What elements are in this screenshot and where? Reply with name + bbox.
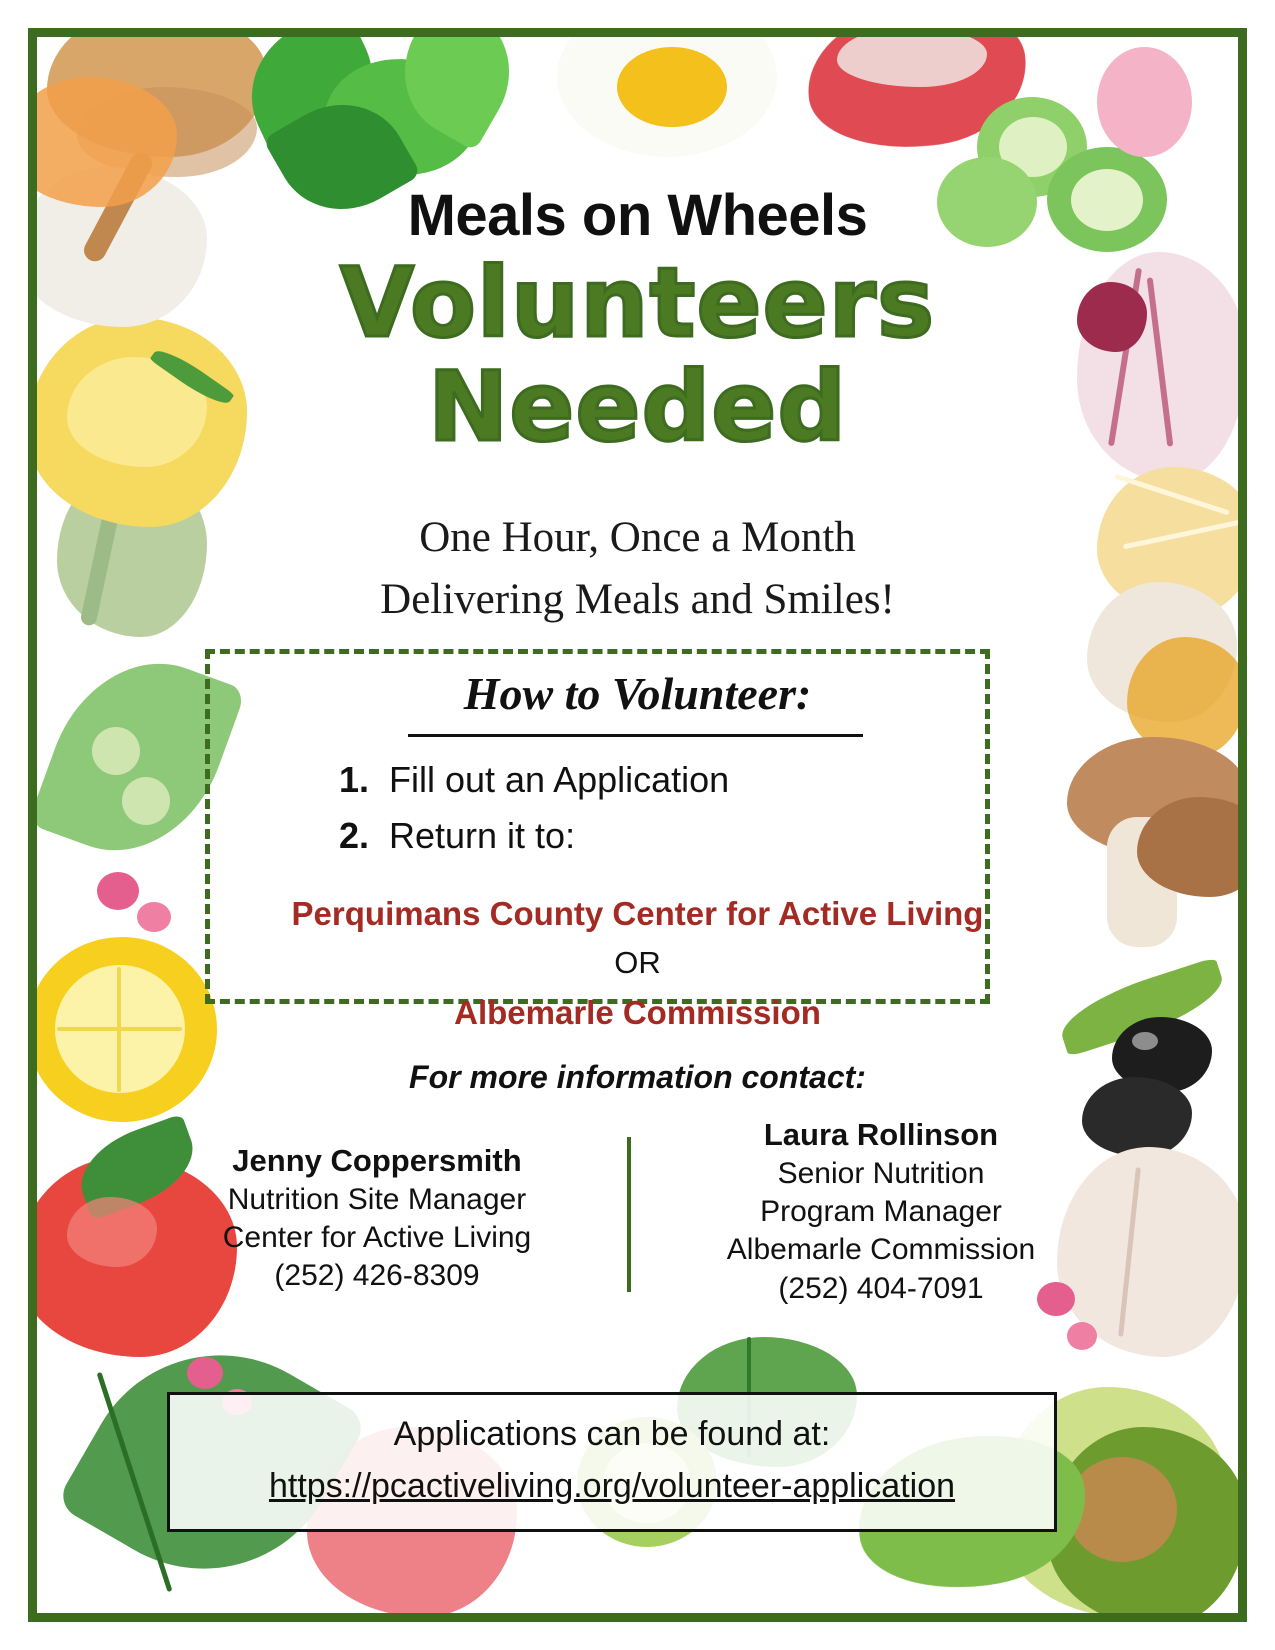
subtitle-line-2: Delivering Meals and Smiles!	[380, 576, 895, 624]
contact-phone[interactable]: (252) 426-8309	[274, 1259, 480, 1293]
headline-line-1: Volunteers	[339, 247, 936, 359]
step-text: Fill out an Application	[389, 759, 730, 800]
page-title: Meals on Wheels	[407, 183, 868, 248]
contact-title-line-2: Program Manager	[760, 1195, 1002, 1229]
applications-label: Applications can be found at:	[393, 1415, 831, 1453]
steps-list	[327, 759, 967, 871]
list-item	[327, 759, 967, 801]
return-option-1: Perquimans County Center for Active Living	[291, 895, 984, 932]
more-information-label: For more information contact:	[409, 1059, 866, 1095]
list-item	[327, 815, 967, 857]
contact-name: Jenny Coppersmith	[232, 1143, 522, 1178]
contacts-divider	[627, 1137, 631, 1292]
or-separator: OR	[614, 945, 661, 980]
return-option-2: Albemarle Commission	[454, 994, 821, 1031]
contact-title-line-1: Nutrition Site Manager	[227, 1182, 527, 1216]
subtitle	[37, 507, 1238, 632]
subtitle-line-1: One Hour, Once a Month	[419, 514, 856, 561]
step-text: Return it to:	[389, 815, 576, 856]
headline	[37, 247, 1238, 463]
contact-name: Laura Rollinson	[763, 1117, 999, 1152]
contact-card-jenny	[157, 1115, 597, 1296]
headline-line-2: Needed	[427, 350, 848, 463]
step-number: 1.	[338, 759, 369, 800]
title-underline	[408, 734, 863, 737]
applications-url-link[interactable]: https://pcactiveliving.org/volunteer-application	[268, 1467, 956, 1505]
contacts-section	[157, 1115, 1117, 1308]
contact-title-line-3: Albemarle Commission	[726, 1233, 1036, 1267]
contact-card-laura	[661, 1115, 1101, 1308]
contact-phone[interactable]: (252) 404-7091	[778, 1271, 984, 1305]
how-to-volunteer-title: How to Volunteer:	[463, 668, 812, 719]
contact-title-line-1: Senior Nutrition	[777, 1156, 985, 1190]
poster-content	[37, 37, 1238, 1613]
applications-box	[167, 1392, 1057, 1532]
contact-title-line-2: Center for Active Living	[222, 1221, 532, 1255]
step-number: 2.	[338, 815, 369, 856]
